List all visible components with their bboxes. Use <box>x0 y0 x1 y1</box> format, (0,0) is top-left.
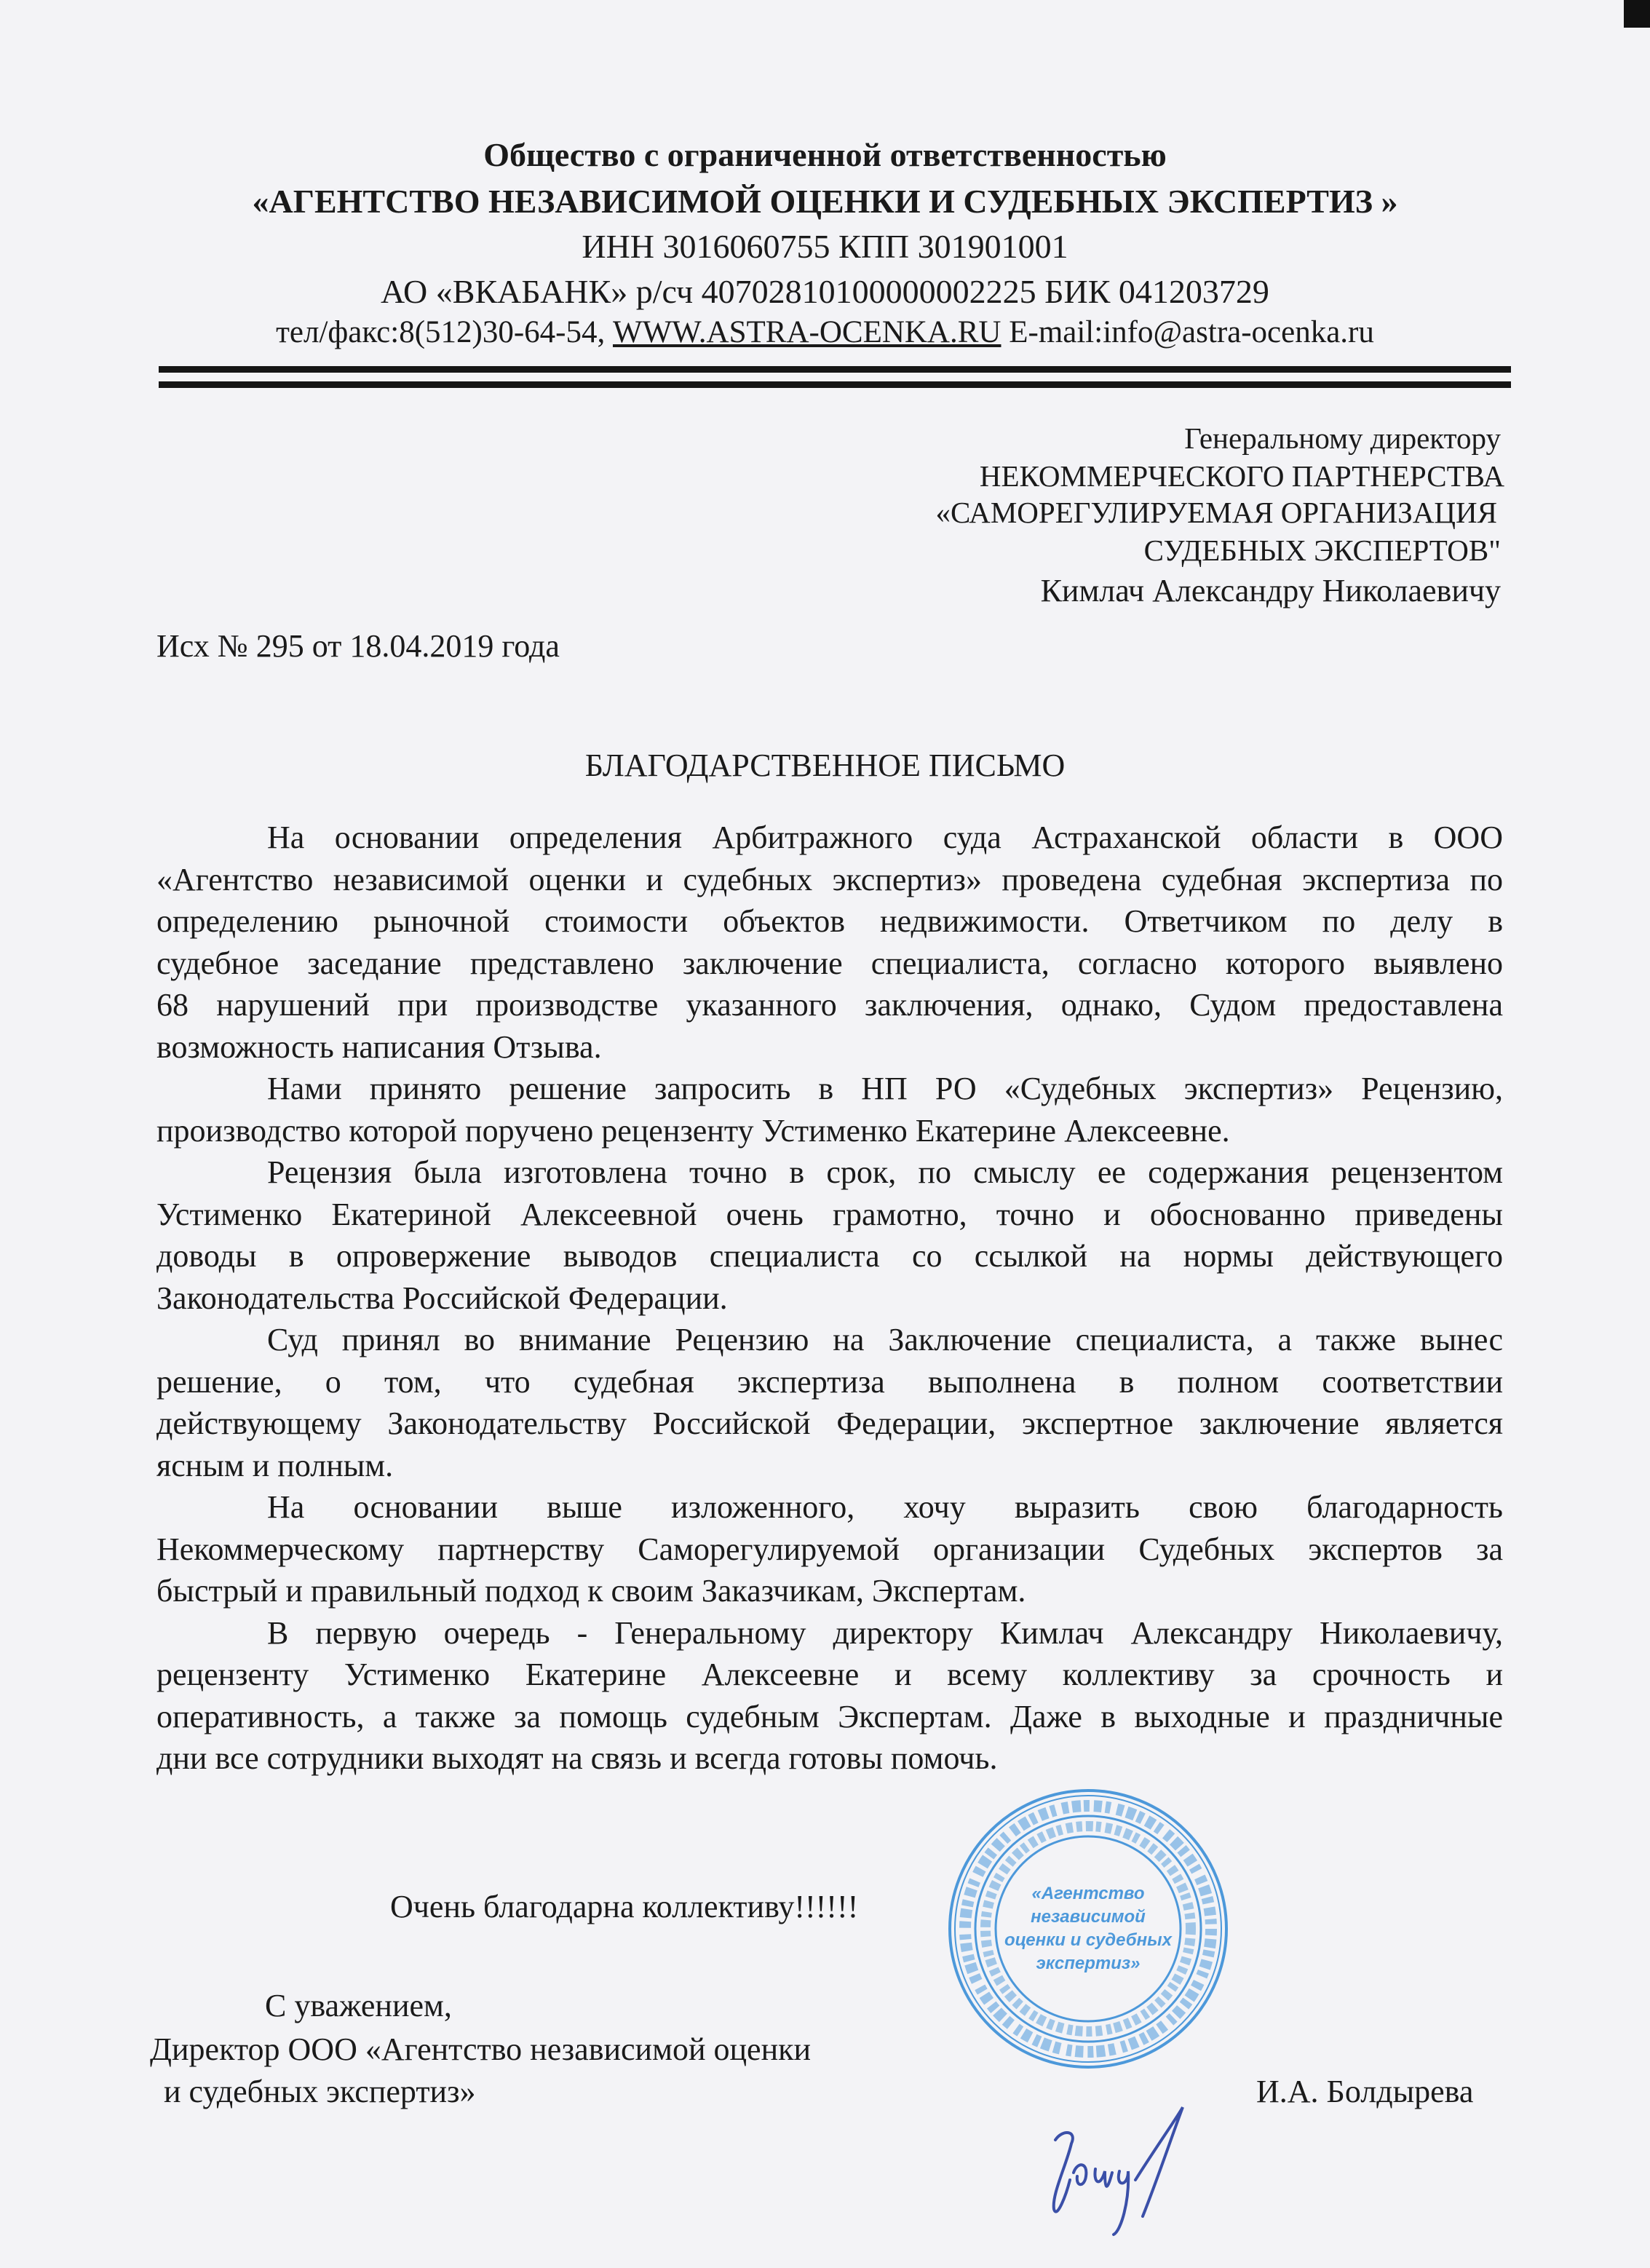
closing-thanks: Очень благодарна коллективу!!!!!! <box>390 1889 859 1924</box>
letterhead-inn: ИНН 3016060755 КПП 301901001 <box>582 228 1068 265</box>
paragraph <box>156 1486 1503 1612</box>
paragraph <box>156 1151 1503 1319</box>
stamp-center-text: независимой <box>1031 1907 1146 1927</box>
paragraph-line: Законодательства Российской Федерации. <box>156 1280 728 1316</box>
paragraph-line: доводы в опровержение выводов специалиста со ссылкой на нормы действующего <box>156 1238 1503 1274</box>
paragraph <box>156 1319 1503 1486</box>
letterhead-contacts <box>0 314 1650 350</box>
stamp-center-text: экспертиз» <box>1036 1954 1141 1973</box>
paragraph-line: определению рыночной стоимости объектов недвижимости. Ответчиком по делу в <box>156 903 1503 939</box>
handwritten-signature <box>1034 2085 1201 2245</box>
paragraph <box>156 817 1503 1068</box>
header-rule-bottom <box>159 381 1511 388</box>
paragraph-line: дни все сотрудники выходят на связь и всегда готовы помочь. <box>156 1740 998 1776</box>
paragraph-line: Суд принял во внимание Рецензию на Заключение специалиста, а также вынес <box>267 1322 1503 1357</box>
paragraph-line: Рецензия была изготовлена точно в срок, по смыслу ее содержания рецензентом <box>267 1154 1503 1190</box>
letter-title: БЛАГОДАРСТВЕННОЕ ПИСЬМО <box>584 748 1066 783</box>
stamp-center-text: «Агентство <box>1031 1884 1145 1903</box>
paragraph-line: Некоммерческому партнерству Саморегулируемой организации Судебных экспертов за <box>156 1531 1503 1567</box>
signatory-name: И.А. Болдырева <box>1256 2074 1474 2109</box>
paragraph-line: Устименко Екатериной Алексеевной очень грамотно, точно и обоснованно приведены <box>156 1196 1503 1232</box>
signatory-position-line2: и судебных экспертиз» <box>156 2074 476 2109</box>
paragraph-line: производство которой поручено рецензенту Устименко Екатерине Алексеевне. <box>156 1112 1230 1149</box>
paragraph-line: решение, о том, что судебная экспертиза выполнена в полном соответствии <box>156 1363 1503 1400</box>
closing-regards: С уважением, <box>265 1988 452 2023</box>
letterhead-phone: тел/факс:8(512)30-64-54, <box>276 315 606 349</box>
paragraph-line: 68 нарушений при производстве указанного заключения, однако, Судом предоставлена <box>156 987 1503 1023</box>
stamp-ring <box>975 1816 1201 2042</box>
reference-number: Исх № 295 от 18.04.2019 года <box>156 628 560 664</box>
stamp-inner-lettering <box>985 1826 1191 2031</box>
stamp-outer-ring <box>950 1791 1226 2067</box>
paragraph-line: возможность написания Отзыва. <box>156 1028 602 1065</box>
letter-body <box>156 817 1503 1780</box>
paragraph <box>156 1612 1503 1780</box>
scan-edge <box>1624 0 1650 28</box>
addressee-line: Генеральному директору <box>1184 421 1501 455</box>
paragraph-line: ясным и полным. <box>156 1447 394 1483</box>
paragraph-line: В первую очередь - Генеральному директору Кимлач Александру Николаевичу, <box>267 1614 1503 1651</box>
website-link[interactable]: WWW.ASTRA-OCENKA.RU <box>612 315 1001 349</box>
letterhead-org-name: «АГЕНТСТВО НЕЗАВИСИМОЙ ОЦЕНКИ И СУДЕБНЫХ ЭКСПЕРТИЗ » <box>252 183 1398 220</box>
stamp-outer-lettering <box>965 1806 1211 2052</box>
paragraph-line: Нами принято решение запросить в НП РО «Судебных экспертиз» Рецензию, <box>267 1071 1503 1106</box>
paragraph-line: На основании выше изложенного, хочу выразить свою благодарность <box>267 1489 1503 1525</box>
paragraph-line: рецензенту Устименко Екатерине Алексеевне и всему коллективу за срочность и <box>156 1657 1503 1692</box>
stamp-center-text: оценки и судебных <box>1004 1930 1172 1950</box>
company-stamp <box>946 1787 1230 2071</box>
paragraph-line: судебное заседание представлено заключение специалиста, согласно которого выявлено <box>156 945 1503 981</box>
paragraph-line: оперативность, а также за помощь судебным Экспертам. Даже в выходные и праздничные <box>156 1698 1503 1734</box>
paragraph-line: быстрый и правильный подход к своим Заказчикам, Экспертам. <box>156 1573 1026 1609</box>
paragraph-line: На основании определения Арбитражного суда Астраханской области в ООО <box>267 820 1503 855</box>
paragraph <box>156 1068 1503 1151</box>
addressee-line: «САМОРЕГУЛИРУЕМАЯ ОРГАНИЗАЦИЯ <box>935 496 1497 529</box>
stamp-inner-ring <box>996 1836 1181 2021</box>
paragraph-line: «Агентство независимой оценки и судебных экспертиз» проведена судебная экспертиза по <box>156 861 1503 897</box>
letterhead-org-type: Общество с ограниченной ответственностью <box>483 136 1167 173</box>
paragraph-line: действующему Законодательству Российской Федерации, экспертное заключение является <box>156 1405 1503 1441</box>
signatory-position-line1: Директор ООО «Агентство независимой оценки <box>150 2031 812 2067</box>
addressee-line: СУДЕБНЫХ ЭКСПЕРТОВ" <box>1143 534 1501 567</box>
addressee-line: НЕКОММЕРЧЕСКОГО ПАРТНЕРСТВА <box>979 459 1504 493</box>
letterhead-bank: АО «ВКАБАНК» р/сч 40702810100000002225 БИК 041203729 <box>381 273 1269 310</box>
addressee-line: Кимлач Александру Николаевичу <box>1040 573 1501 608</box>
header-rule-top <box>159 366 1511 373</box>
letterhead-email: E-mail:info@astra-ocenka.ru <box>1009 315 1374 349</box>
